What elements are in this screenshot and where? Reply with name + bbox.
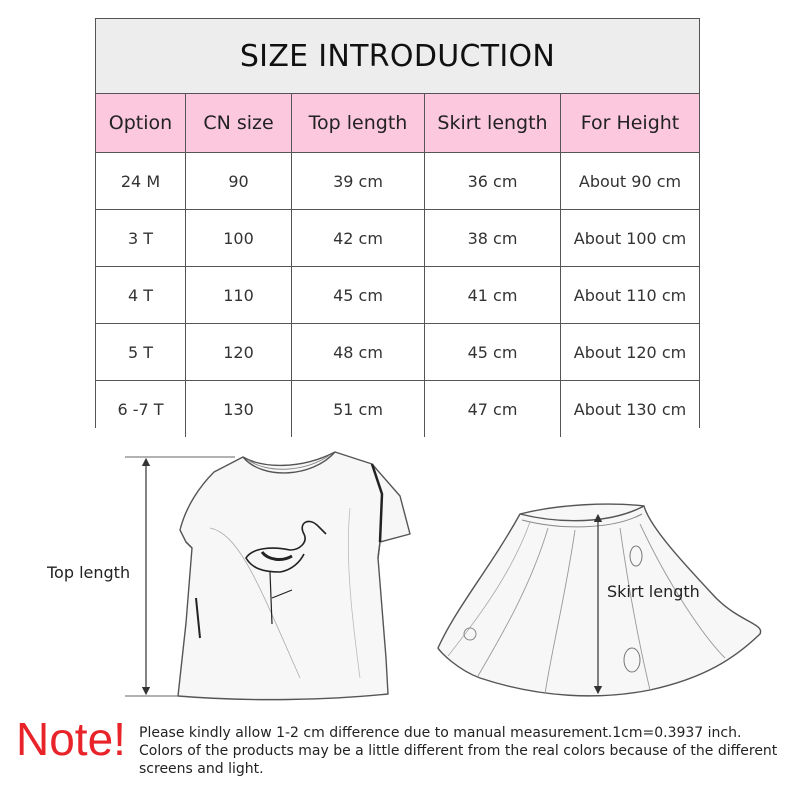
- table-row: [96, 267, 699, 324]
- cell-skirt-length: 38 cm: [425, 210, 561, 266]
- cell-for-height: About 90 cm: [578, 171, 682, 191]
- table-row: [96, 381, 699, 437]
- cell-option: 3 T: [96, 210, 186, 266]
- cell-option: 24 M: [96, 153, 186, 209]
- table-title: SIZE INTRODUCTION: [96, 19, 699, 94]
- cell-for-height: About 130 cm: [573, 399, 687, 419]
- cell-for-height: About 110 cm: [573, 285, 687, 305]
- cell-top-length: 48 cm: [292, 324, 425, 380]
- measurement-figure: [0, 438, 800, 710]
- cell-option: 5 T: [96, 324, 186, 380]
- cell-top-length: 42 cm: [292, 210, 425, 266]
- header-top-length: Top length: [292, 94, 425, 152]
- table-row: [96, 324, 699, 381]
- note-section: [16, 713, 796, 798]
- header-option: Option: [96, 94, 186, 152]
- cell-cn-size: 90: [186, 153, 292, 209]
- skirt-length-label: Skirt length: [607, 582, 700, 601]
- cell-cn-size: 110: [186, 267, 292, 323]
- cell-skirt-length: 41 cm: [425, 267, 561, 323]
- table-header-row: [96, 94, 699, 153]
- size-table: [95, 18, 700, 428]
- cell-for-height: About 120 cm: [573, 342, 687, 362]
- cell-top-length: 51 cm: [292, 381, 425, 437]
- header-cn-size: CN size: [186, 94, 292, 152]
- cell-skirt-length: 36 cm: [425, 153, 561, 209]
- header-skirt-length: Skirt length: [425, 94, 561, 152]
- cell-cn-size: 130: [186, 381, 292, 437]
- cell-cn-size: 120: [186, 324, 292, 380]
- header-for-height: For Height: [580, 112, 680, 134]
- table-row: [96, 153, 699, 210]
- cell-skirt-length: 45 cm: [425, 324, 561, 380]
- cell-top-length: 45 cm: [292, 267, 425, 323]
- cell-option: 4 T: [96, 267, 186, 323]
- tshirt-sketch-icon: [178, 452, 410, 700]
- note-text: Please kindly allow 1-2 cm difference due to manual measurement.1cm=0.3937 inch. Colors of the products may be a little different from the real colors because of the different screens and light.: [139, 725, 778, 777]
- cell-cn-size: 100: [186, 210, 292, 266]
- skirt-sketch-icon: [438, 504, 761, 696]
- cell-for-height: About 100 cm: [573, 228, 687, 248]
- cell-top-length: 39 cm: [292, 153, 425, 209]
- cell-skirt-length: 47 cm: [425, 381, 561, 437]
- top-length-label: Top length: [47, 563, 131, 582]
- note-heading: Note!: [16, 713, 126, 765]
- cell-option: 6 -7 T: [96, 381, 186, 437]
- table-row: [96, 210, 699, 267]
